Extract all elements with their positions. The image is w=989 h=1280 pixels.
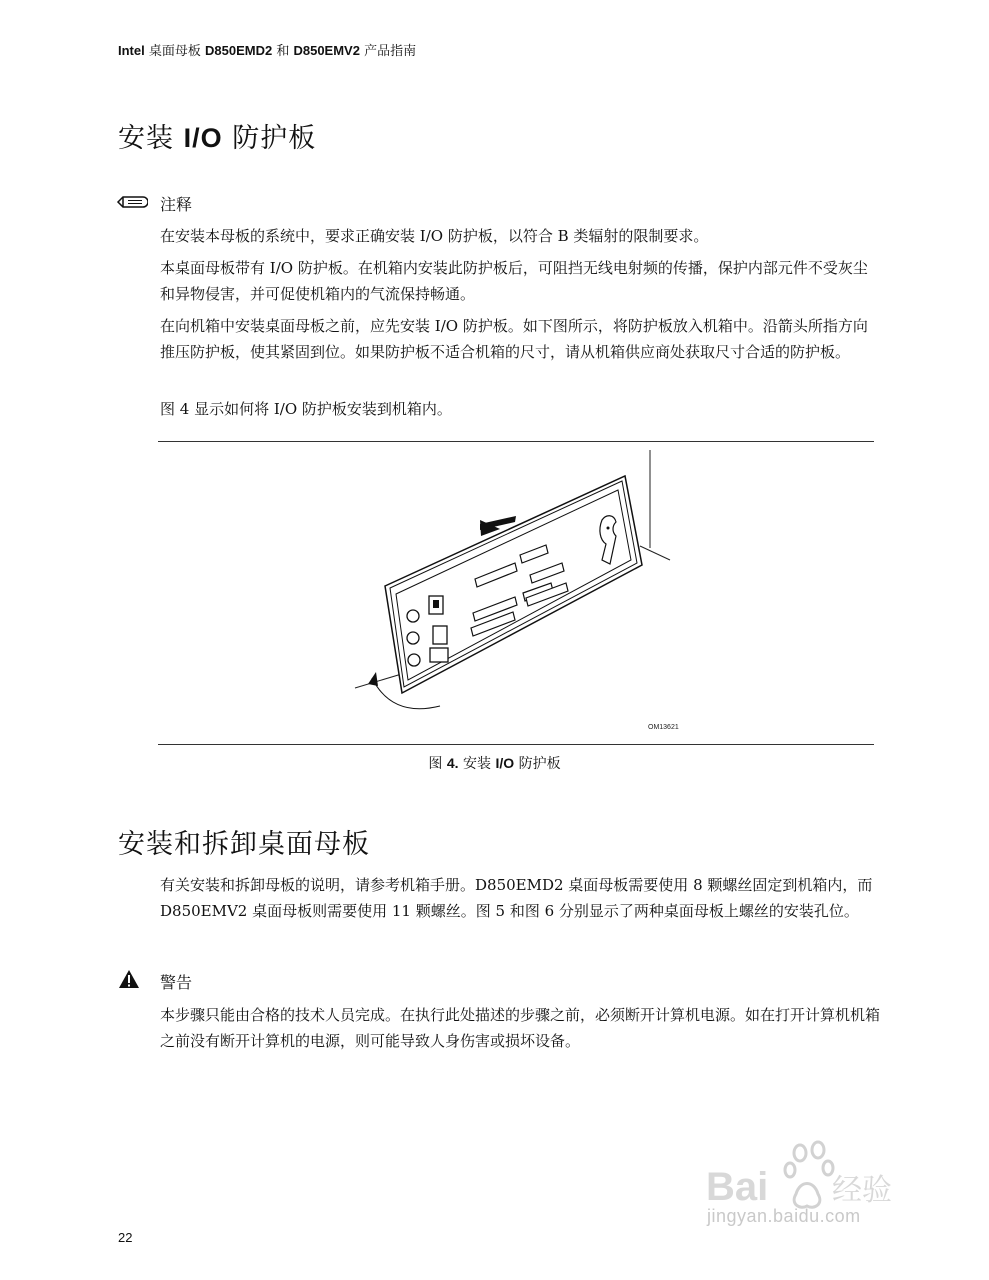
header-and: 和 xyxy=(272,44,294,59)
body-paragraph-3: 图 4 显示如何将 I/O 防护板安装到机箱内。 xyxy=(160,400,452,418)
body-paragraph-2: 在向机箱中安装桌面母板之前，应先安装 I/O 防护板。如下图所示，将防护板放入机箱中。沿箭头所指方向推压防护板，使其紧固到位。如果防护板不适合机箱的尺寸，请从机箱供应商处获取尺寸合适的防护板。 xyxy=(160,317,868,361)
running-header xyxy=(118,40,416,59)
warning-paragraph: 本步骤只能由合格的技术人员完成。在执行此处描述的步骤之前，必须断开计算机电源。如在打开计算机机箱之前没有断开计算机的电源，则可能导致人身伤害或损坏设备。 xyxy=(160,1006,881,1050)
caption-io: I/O xyxy=(495,755,515,771)
install-paragraph: 有关安装和拆卸母板的说明，请参考机箱手册。D850EMD2 桌面母板需要使用 8 颗螺丝固定到机箱内，而 D850EMV2 桌面母板则需要使用 11 颗螺丝。图 5 和图 6 分别显示了两种桌面母板上螺丝的安装孔位。 xyxy=(160,876,873,920)
warning-icon xyxy=(118,969,140,989)
figure-code: OM13621 xyxy=(648,724,679,731)
header-text: 桌面母板 xyxy=(144,44,205,59)
section-title-install-board: 安装和拆卸桌面母板 xyxy=(118,829,370,860)
body-paragraph-1: 本桌面母板带有 I/O 防护板。在机箱内安装此防护板后，可阻挡无线电射频的传播，保护内部元件不受灰尘和异物侵害，并可促使机箱内的气流保持畅通。 xyxy=(160,259,868,303)
note-label: 注释 xyxy=(160,195,193,214)
watermark-jingyan: 经验 xyxy=(832,1173,892,1208)
title-part-1: 安装 xyxy=(118,123,184,154)
figure-top-rule xyxy=(158,441,874,442)
caption-number: 4. xyxy=(446,755,459,771)
watermark-bai: Bai xyxy=(706,1165,769,1209)
caption-text: 安装 xyxy=(458,756,496,772)
page-number: 22 xyxy=(118,1230,133,1245)
figure-caption xyxy=(0,753,989,773)
title-part-2: 防护板 xyxy=(222,123,317,154)
note-paragraph: 在安装本母板的系统中，要求正确安装 I/O 防护板，以符合 B 类辐射的限制要求。 xyxy=(160,227,709,245)
pencil-icon xyxy=(116,195,148,209)
watermark-url: jingyan.baidu.com xyxy=(707,1206,861,1226)
warning-label: 警告 xyxy=(160,973,193,992)
header-guide: 产品指南 xyxy=(359,44,417,59)
io-shield-illustration xyxy=(340,448,690,738)
header-model-2: D850EMV2 xyxy=(293,43,360,58)
caption-text-end: 防护板 xyxy=(514,756,561,772)
baidu-watermark-logo xyxy=(700,1138,940,1250)
header-model-1: D850EMD2 xyxy=(205,43,273,58)
caption-fig-label: 图 xyxy=(428,756,447,772)
title-part-io: I/O xyxy=(183,123,223,153)
header-brand: Intel xyxy=(118,43,145,58)
section-title-io-shield xyxy=(118,116,316,155)
figure-bottom-rule xyxy=(158,744,874,745)
